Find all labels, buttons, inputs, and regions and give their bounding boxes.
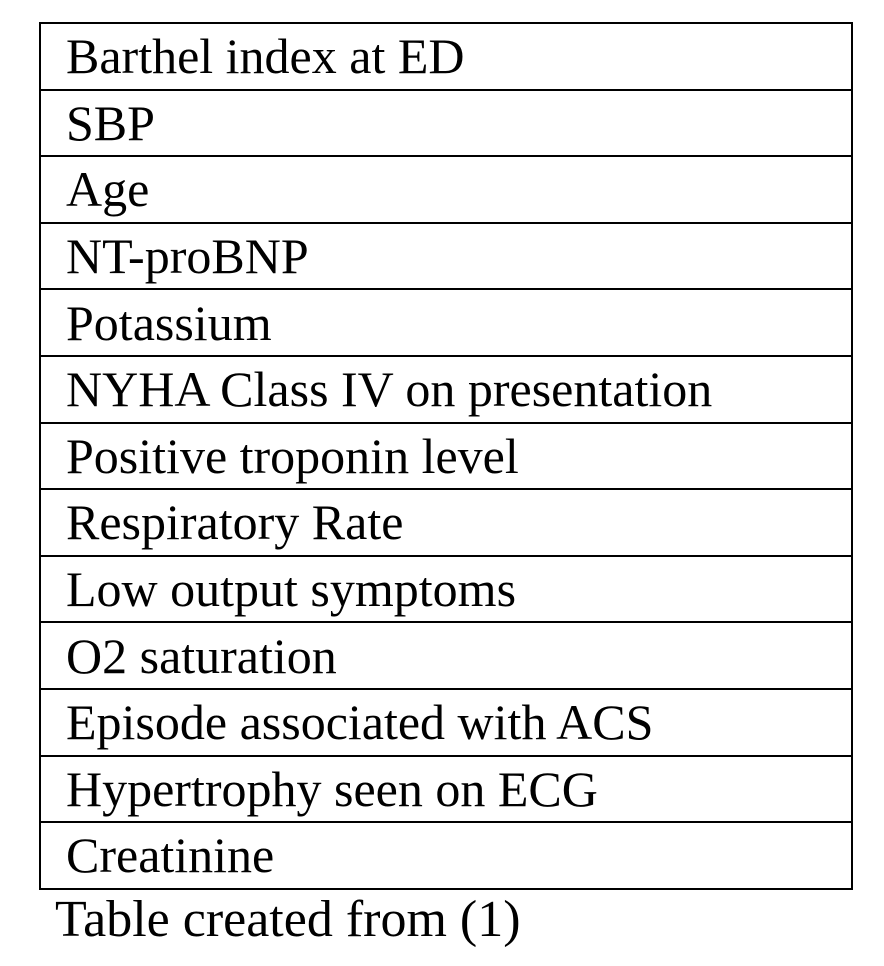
table-row: Age <box>41 157 851 224</box>
table-row: Positive troponin level <box>41 424 851 491</box>
table-row: Potassium <box>41 290 851 357</box>
table-row: Episode associated with ACS <box>41 690 851 757</box>
table-row: O2 saturation <box>41 623 851 690</box>
table-row: NT-proBNP <box>41 224 851 291</box>
table-row: Creatinine <box>66 827 275 884</box>
table-row: Hypertrophy seen on ECG <box>41 757 851 824</box>
table-row: SBP <box>41 91 851 158</box>
table-row: Barthel index at ED <box>41 24 851 91</box>
table-row: Respiratory Rate <box>41 490 851 557</box>
table-row: NYHA Class IV on presentation <box>41 357 851 424</box>
table-row: Low output symptoms <box>41 557 851 624</box>
variables-table <box>39 22 853 890</box>
table-caption: Table created from (1) <box>55 891 521 948</box>
